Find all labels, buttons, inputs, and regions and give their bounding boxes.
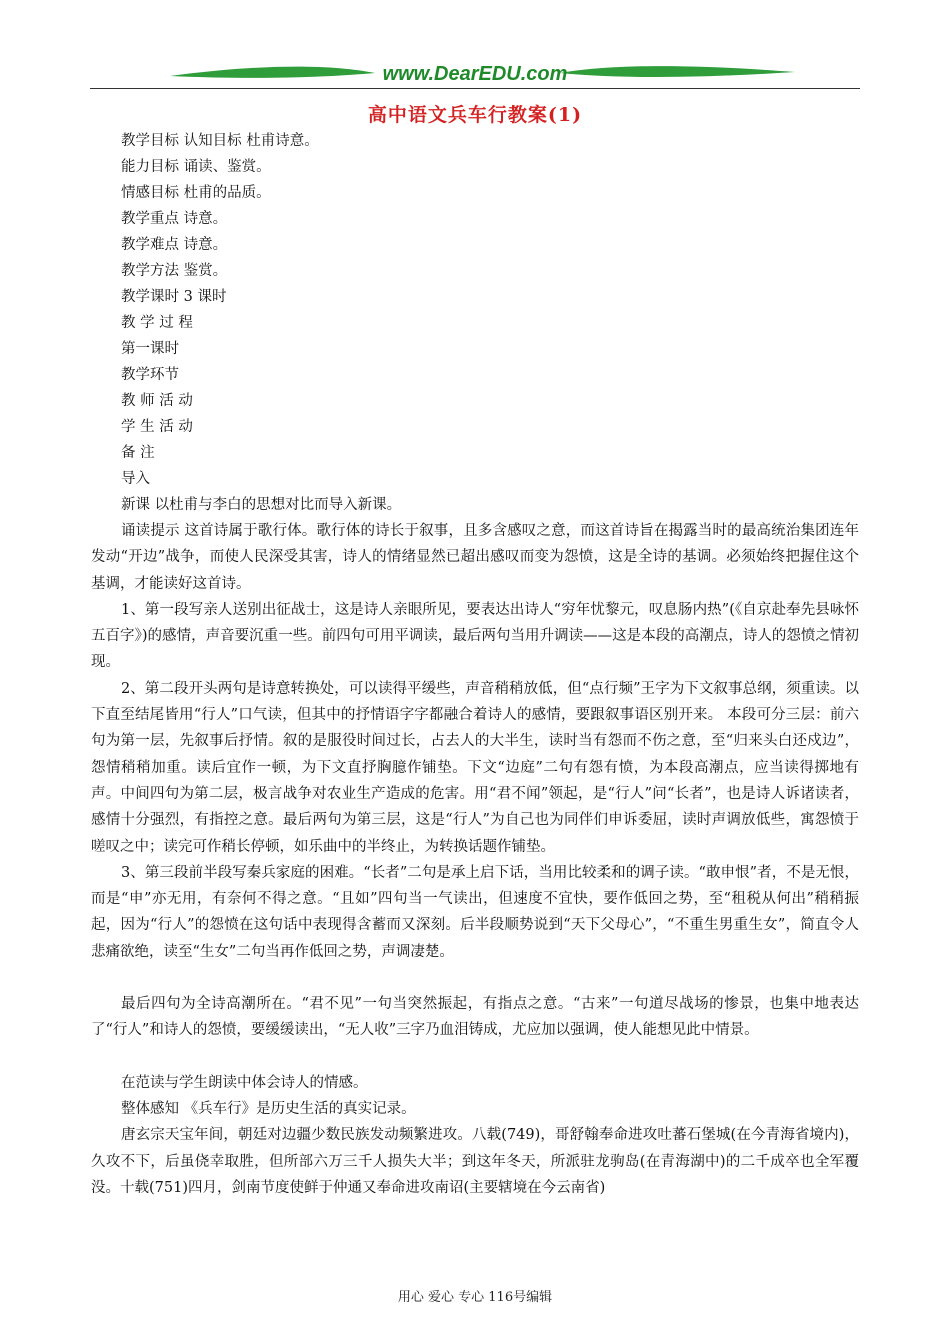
text-line: 教 师 活 动 — [121, 393, 193, 409]
paragraph-history: 唐玄宗天宝年间，朝廷对边疆少数民族发动频繁进攻。八载(749)，哥舒翰奉命进攻吐蕃石堡城(在今青海省境内)，久攻不下，后虽侥幸取胜，但所部六万三千人损失大半；到这年冬天，所派驻龙驹岛(在青海湖中)的二千成卒也全军覆没。十载(751)四月，剑南节度使鲜于仲通又奉命进攻南诏(主要辖境在今云南省) — [91, 1127, 859, 1196]
paragraph-reading-practice: 在范读与学生朗读中体会诗人的情感。 — [121, 1074, 368, 1091]
spacer — [91, 1044, 859, 1070]
paragraph-overview: 整体感知 《兵车行》是历史生活的真实记录。 — [121, 1100, 416, 1117]
paragraph-section-3: 3、第三段前半段写秦兵家庭的困难。“长者”二句是承上启下话，当用比较柔和的调子读。“敢申恨”者，不是无恨，而是“申”亦无用，有奈何不得之意。“且如”四句当一气读出，但速度不宜快，要作低回之势，至“租税从何出”稍稍振起，因为“行人”的怨愤在这句话中表现得含蓄而又深刻。后半段顺势说到“天下父母心”，“不重生男重生女”，简直令人悲痛欲绝，读至“生女”二句当再作低回之势，声调凄楚。 — [91, 864, 859, 960]
paragraph-climax: 最后四句为全诗高潮所在。“君不见”一句当突然振起，有指点之意。“古来”一句道尽战场的惨景，也集中地表达了“行人”和诗人的怨愤，要缓缓读出，“无人收”三字乃血泪铸成，尤应加以强调，使人能想见此中情景。 — [91, 996, 859, 1039]
paragraph-reading-tips: 诵读提示 这首诗属于歌行体。歌行体的诗长于叙事，且多含感叹之意，而这首诗旨在揭露当时的最高统治集团连年发动“开边”战争，而使人民深受其害，诗人的情绪显然已超出感叹而变为怨愤，这是全诗的基调。必须始终把握住这个基调，才能读好这首诗。 — [91, 523, 859, 592]
document-body — [91, 128, 859, 1201]
header-banner — [90, 56, 860, 90]
text-line: 教学目标 认知目标 杜甫诗意。 — [121, 133, 319, 149]
document-title: 高中语文兵车行教案(1) — [367, 104, 583, 126]
paragraph-section-1: 1、第一段写亲人送别出征战士，这是诗人亲眼所见，要表达出诗人“穷年忧黎元，叹息肠内热”(《自京赴奉先县咏怀五百字》)的感情，声音要沉重一些。前四句可用平调读，最后两句当用升调读——这是本段的高潮点，诗人的怨愤之情初现。 — [91, 601, 859, 671]
text-line: 教学环节 — [121, 367, 179, 383]
text-line: 教学重点 诗意。 — [121, 211, 228, 227]
svg-text:www.DearEDU.com: www.DearEDU.com — [382, 63, 568, 85]
text-line: 能力目标 诵读、鉴赏。 — [121, 159, 271, 175]
header-divider — [90, 88, 860, 89]
text-line: 学 生 活 动 — [121, 419, 193, 435]
text-line: 新课 以杜甫与李白的思想对比而导入新课。 — [121, 497, 402, 513]
text-line: 第一课时 — [121, 341, 179, 357]
dearedu-logo-icon — [90, 56, 860, 90]
text-line: 教学难点 诗意。 — [121, 237, 228, 253]
spacer — [91, 965, 859, 991]
page-footer: 用心 爱心 专心 116号编辑 — [397, 1290, 553, 1305]
paragraph-section-2: 2、第二段开头两句是诗意转换处，可以读得平缓些，声音稍稍放低，但“点行频”王字为下文叙事总纲，须重读。以下直至结尾皆用“行人”口气读，但其中的抒情语字字都融合着诗人的感情，要跟叙事语区别开来。 本段可分三层：前六句为第一层，先叙事后抒情。叙的是服役时间过长，占去人的大半生，读时当有怨而不伤之意，至“归来头白还戍边”，怨情稍稍加重。读后宜作一顿，为下文直抒胸臆作铺垫。下文“边庭”二句有怨有愤，为本段高潮点，应当读得掷地有声。中间四句为第二层，极言战争对农业生产造成的危害。用“君不闻”领起，是“行人”问“长者”，也是诗人诉诸读者，感情十分强烈，有指控之意。最后两句为第三层，这是“行人”为自己也为同伴们申诉委屈，读时声调放低些，寓怨愤于嗟叹之中；读完可作稍长停顿，如乐曲中的半终止，为转换话题作铺垫。 — [91, 680, 859, 855]
text-line: 教 学 过 程 — [121, 315, 193, 331]
text-line: 情感目标 杜甫的品质。 — [121, 185, 271, 201]
text-line: 导入 — [121, 471, 150, 487]
text-line: 备 注 — [121, 445, 155, 461]
text-line: 教学方法 鉴赏。 — [121, 263, 228, 279]
text-line: 教学课时 3 课时 — [121, 289, 227, 305]
